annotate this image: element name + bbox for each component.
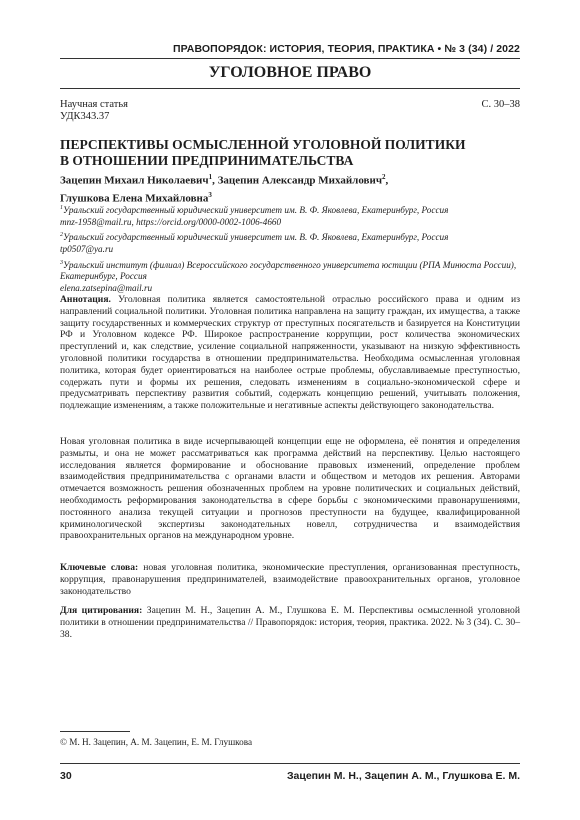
author-affiliation-mark: 3 — [208, 190, 212, 199]
article-type: Научная статья — [60, 99, 128, 110]
journal-header: ПРАВОПОРЯДОК: ИСТОРИЯ, ТЕОРИЯ, ПРАКТИКА • № 3 (34) / 2022 — [172, 43, 520, 55]
footnote-divider — [60, 731, 130, 732]
keywords-text: новая уголовная политика, экономические преступления, организованная преступность, коррупция, правонарушения предпринимателей, взаимодействие правоохранительных органов, уголовное законодательство — [60, 562, 520, 597]
author-name: Зацепин Михаил Николаевич — [60, 174, 209, 187]
affiliation-institution: Уральский государственный юридический университет им. В. Ф. Яковлева, Екатеринбург, Россия — [63, 232, 449, 243]
affiliation-institution: Уральский институт (филиал) Всероссийского государственного университета юстиции (РПА Минюста России), Екатеринбург, Россия — [60, 259, 517, 282]
section-title: УГОЛОВНОЕ ПРАВО — [208, 64, 372, 81]
affiliation-mark: 2 — [60, 232, 63, 239]
affiliation-institution: Уральский государственный юридический университет им. В. Ф. Яковлева, Екатеринбург, Россия — [63, 205, 449, 216]
author-name: Глушкова Елена Михайловна — [60, 192, 209, 205]
udc-code: УДК343.37 — [60, 111, 110, 122]
affiliation-mark: 1 — [60, 205, 63, 211]
keywords-label: Ключевые слова: — [60, 562, 139, 573]
abstract-text: Уголовная политика является самостоятельной отраслью российского права и одним из направлений социальной политики. Уголовная политика направлена на защиту граждан, их имущества, а также защиту государственных и коммерческих структур от преступных посягательств и базируется на Конституции РФ и Уголовном кодексе РФ. Широкое распространение коррупции, рост количества экономических преступлений и, как следствие, усиление социальной напряженности, указывают на низкую эффективность уголовной политики государства в отношении предпринимательства. Необходима осмысленная уголовная политика, которая будет ориентироваться на наиболее острые проблемы, обуславливаемые преступностью, содержать пути и формы их решения, следовать изменениям в социально-экономической сфере и предусматривать перспективу развития событий, содержать концепцию решений, учитывать положения, подлежащие изменениям, а также положительные и негативные аспекты действующего законодательства. — [60, 294, 520, 412]
affiliation-item — [60, 230, 520, 255]
author-affiliation-mark: 1 — [208, 173, 213, 181]
header-divider — [60, 58, 520, 59]
affiliation-contact: mnz-1958@mail.ru, https://orcid.org/0000-0002-1006-4660 — [60, 216, 282, 227]
author-name: Зацепин Александр Михайлович — [217, 174, 383, 187]
abstract — [60, 294, 520, 412]
abstract-label: Аннотация. — [60, 294, 111, 305]
section-divider — [60, 88, 520, 89]
article-title-line-2: В ОТНОШЕНИИ ПРЕДПРИНИМАТЕЛЬСТВА — [60, 153, 354, 168]
citation-text: Зацепин М. Н., Зацепин А. М., Глушкова Е. М. Перспективы осмысленной уголовной политики в отношении предпринимательства // Правопорядок: история, теория, практика. 2022. № 3 (34). С. 30–38. — [60, 605, 520, 640]
citation — [60, 605, 520, 640]
page-number: 30 — [60, 770, 72, 782]
article-title-line-1: ПЕРСПЕКТИВЫ ОСМЫСЛЕННОЙ УГОЛОВНОЙ ПОЛИТИКИ — [60, 137, 466, 152]
footer-authors: Зацепин М. Н., Зацепин А. М., Глушкова Е. М. — [286, 770, 520, 782]
page-range: С. 30–38 — [481, 99, 520, 110]
author-affiliation-mark: 2 — [382, 173, 386, 181]
affiliation-mark: 3 — [60, 259, 63, 266]
copyright-notice: © М. Н. Зацепин, А. М. Зацепин, Е. М. Глушкова — [60, 737, 253, 747]
affiliation-item — [60, 203, 520, 228]
abstract-paragraph-2: Новая уголовная политика в виде исчерпывающей концепции еще не оформлена, её понятия и определения размыты, и она не может рассматриваться как программа действий на перспективу. Целью настоящего исследования является формирование и обоснование правовых изменений, определение проблем взаимодействия предпринимательства с органами власти и обществом и методов их решения. Авторами отмечается возможность решения обозначенных проблем на уровне политических и социальных действий, необходимость реформирования законодательства в сфере борьбы с экономическими правонарушениями, постоянного анализа текущей ситуации и прогнозов преступности на будущее, квалифицированной криминологической экспертизы законодательных новелл, сотрудничества и взаимодействия правоохранительных органов на международном уровне. — [60, 436, 520, 542]
author-list: Зацепин Михаил Николаевич$^1$, Зацепин Александр Михайлович$^2$, Глушкова Елена Михайловна$^3$ — [60, 173, 389, 205]
affiliation-contact: tp0507@ya.ru — [60, 243, 114, 254]
keywords — [60, 562, 520, 597]
affiliation-item — [60, 258, 520, 295]
affiliations — [60, 203, 520, 296]
citation-label: Для цитирования: — [60, 605, 143, 616]
article-title — [60, 137, 480, 169]
affiliation-contact: elena.zatsepina@mail.ru — [60, 282, 153, 293]
footer-divider — [60, 763, 520, 764]
